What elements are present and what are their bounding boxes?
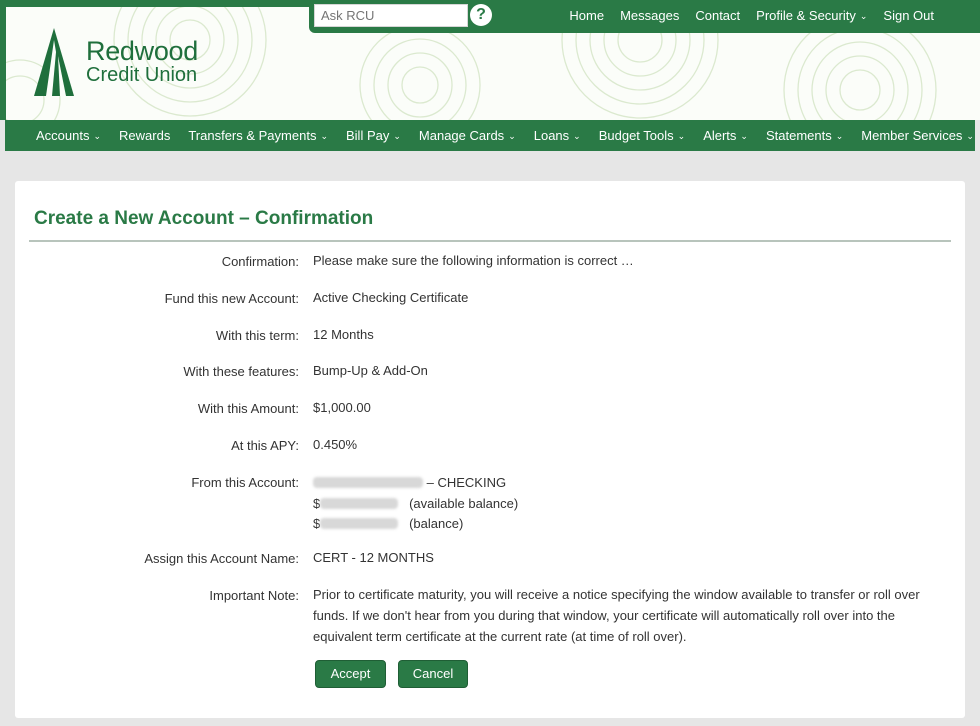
top-link-contact[interactable]: Contact — [695, 7, 741, 23]
utility-links — [553, 0, 980, 30]
nav-statements[interactable] — [766, 128, 843, 143]
nav-label: Transfers & Payments — [188, 128, 317, 143]
available-balance-line — [313, 494, 518, 515]
page-title: Create a New Account – Confirmation — [34, 208, 374, 229]
nav-label: Member Services — [861, 128, 963, 143]
field-label: Important Note: — [209, 588, 299, 603]
confirmation-panel — [15, 181, 965, 718]
nav-label: Accounts — [36, 128, 90, 143]
search-input[interactable] — [314, 4, 468, 27]
chevron-down-icon: ⌄ — [320, 131, 328, 141]
available-balance-note: (available balance) — [409, 495, 519, 511]
field-value: 12 Months — [313, 327, 374, 342]
field-label: With these features: — [183, 364, 299, 379]
chevron-down-icon: ⌄ — [677, 131, 686, 141]
nav-bill-pay[interactable] — [346, 128, 401, 143]
nav-manage-cards[interactable] — [419, 128, 516, 143]
logo-wordmark-redwood: Redwood — [86, 36, 198, 66]
top-link-label: Profile & Security — [756, 7, 856, 23]
header-left-stripe — [0, 0, 6, 120]
logo-wordmark-credit-union: Credit Union — [86, 64, 198, 86]
nav-alerts[interactable] — [703, 128, 748, 143]
nav-label: Loans — [533, 128, 570, 143]
field-value: Active Checking Certificate — [313, 290, 469, 305]
from-account-details — [313, 473, 518, 535]
chevron-down-icon: ⌄ — [859, 10, 868, 21]
chevron-down-icon: ⌄ — [573, 131, 581, 141]
field-label: At this APY: — [231, 438, 299, 453]
field-value: CERT - 12 MONTHS — [313, 550, 434, 565]
masked-available-balance — [320, 498, 398, 509]
main-nav — [5, 120, 975, 151]
field-label: With this Amount: — [197, 401, 299, 416]
nav-label: Manage Cards — [418, 128, 505, 143]
field-value: Bump-Up & Add-On — [313, 363, 428, 378]
nav-rewards[interactable] — [119, 128, 170, 143]
cancel-button[interactable]: Cancel — [398, 660, 468, 688]
chevron-down-icon: ⌄ — [508, 131, 516, 141]
chevron-down-icon: ⌄ — [966, 131, 974, 141]
nav-label: Alerts — [703, 128, 737, 143]
nav-label: Bill Pay — [346, 128, 390, 143]
field-label: From this Account: — [191, 475, 299, 490]
nav-label: Budget Tools — [598, 128, 674, 143]
field-label: Confirmation: — [221, 254, 299, 269]
currency-symbol: $ — [313, 516, 321, 531]
nav-label: Statements — [765, 128, 832, 143]
help-icon[interactable]: ? — [470, 4, 492, 26]
field-label: Fund this new Account: — [164, 291, 299, 306]
balance-note: (balance) — [409, 516, 464, 531]
field-label: Assign this Account Name: — [144, 551, 299, 566]
account-type: – CHECKING — [426, 475, 507, 490]
chevron-down-icon: ⌄ — [393, 131, 401, 141]
nav-accounts[interactable] — [36, 128, 101, 143]
top-link-sign-out[interactable]: Sign Out — [883, 7, 934, 23]
nav-budget-tools[interactable] — [599, 128, 685, 143]
top-link-profile-security[interactable] — [756, 8, 867, 23]
field-value: $1,000.00 — [313, 400, 371, 415]
nav-loans[interactable] — [534, 128, 581, 143]
chevron-down-icon: ⌄ — [93, 131, 102, 141]
accept-button[interactable]: Accept — [315, 660, 386, 688]
field-label: With this term: — [215, 328, 299, 343]
account-line — [313, 473, 518, 494]
field-value: Please make sure the following information is correct … — [313, 253, 634, 268]
top-link-home[interactable]: Home — [569, 7, 605, 23]
field-value: 0.450% — [313, 437, 358, 452]
top-link-messages[interactable]: Messages — [620, 7, 680, 23]
masked-account-number — [313, 477, 423, 488]
important-note-text: Prior to certificate maturity, you will receive a notice specifying the window available to transfer or roll over funds. If we don't hear from you during that window, your certificate will automatically roll over into the equivalent term certificate at the current rate (at time of roll over). — [313, 587, 920, 644]
nav-label: Rewards — [119, 128, 171, 143]
nav-member-services[interactable] — [861, 128, 974, 143]
masked-balance — [320, 518, 398, 529]
title-divider — [29, 240, 951, 242]
currency-symbol: $ — [313, 495, 321, 511]
chevron-down-icon: ⌄ — [740, 131, 748, 141]
nav-transfers-payments[interactable] — [188, 128, 328, 143]
balance-line — [313, 514, 518, 535]
chevron-down-icon: ⌄ — [835, 131, 844, 141]
